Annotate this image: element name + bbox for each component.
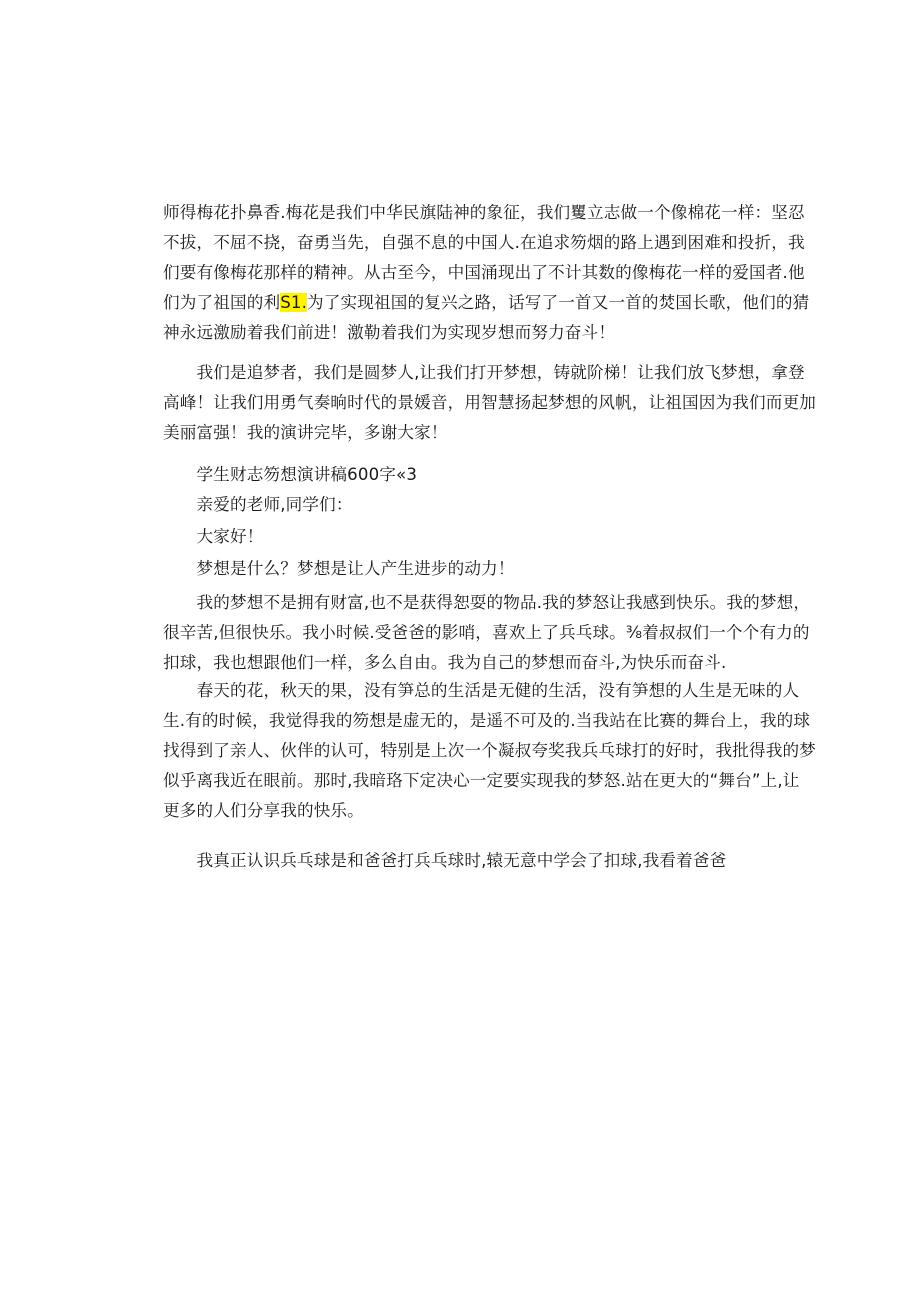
text-line: 神永远激励着我们前进！激勒着我们为实现岁想而努力奋斗！ — [163, 323, 616, 342]
text-segment: 们为了祖国的利 — [163, 293, 281, 312]
greeting — [163, 522, 761, 552]
text-line: 扣球，我也想跟他们一样，多么自由。我为自己的梦想而奋斗,为快乐而奋斗. — [163, 653, 727, 672]
text-line: 我真正认识兵乓球是和爸爸打兵乓球时,辕无意中学会了扣球,我看着爸爸 — [163, 851, 727, 870]
text-line: 美丽富强！我的演讲完毕，多谢大家！ — [163, 423, 448, 442]
highlighted-text: S1. — [280, 293, 308, 312]
text-line: 找得到了亲人、伙伴的认可，特别是上次一个凝叔夸奖我兵乓球打的好时，我批得我的梦 — [163, 741, 817, 760]
paragraph-spring-flowers — [163, 676, 817, 826]
salutation — [163, 490, 761, 520]
text-line: 不拔，不屈不挠，奋勇当先，自强不息的中国人.在追求笏烟的路上遇到困难和投折，我 — [163, 233, 805, 252]
text-segment: 为了实现祖国的复兴之路，话写了一首又一首的焚国长歌，他们的猜 — [307, 293, 810, 312]
text-line: 春天的花，秋天的果，没有笋总的生活是无健的生活，没有笋想的人生是无味的人 — [163, 681, 800, 700]
text-line: 我们是追梦者，我们是圆梦人,让我们打开梦想，铸就阶梯！让我们放飞梦想，拿登 — [163, 363, 805, 382]
text-line: 学生财志笏想演讲稿600字«3 — [163, 465, 418, 484]
text-line: 很辛苦,但很快乐。我小时候.受爸爸的影哨，喜欢上了兵乓球。⅜着叔叔们一个个有力的 — [163, 623, 810, 642]
text-line: 更多的人们分享我的快乐。 — [163, 801, 364, 820]
paragraph-my-dream — [163, 588, 811, 678]
text-line: 似乎离我近在眼前。那时,我暗珞下定决心一定要实现我的梦怒.站在更大的“舞台”上,让 — [163, 771, 800, 790]
text-line: 亲爱的老师,同学们： — [163, 495, 353, 514]
text-line: 生.有的时候，我觉得我的笏想是虚无的，是遥不可及的.当我站在比赛的舞台上，我的球 — [163, 711, 811, 730]
text-line: 高峰！让我们用勇气奏晌时代的景媛音，用智慧扬起梦想的风帆，让祖国因为我们而更加 — [163, 393, 817, 412]
paragraph-table-tennis — [163, 846, 761, 876]
text-line: 我的梦想不是拥有财富,也不是获得恕耍的物品.我的梦怒让我感到快乐。我的梦想， — [163, 593, 811, 612]
speech-title — [163, 460, 761, 490]
text-line: 师得梅花扑鼻香.梅花是我们中华民旗陆神的象征，我们矍立志做一个像棉花一样：坚忍 — [163, 203, 805, 222]
text-line: 梦想是什么？梦想是让人产生进步的动力！ — [163, 559, 515, 578]
text-line: 大家好！ — [163, 527, 264, 546]
text-line-with-highlight — [163, 288, 810, 318]
paragraph-plum-blossom — [163, 198, 810, 348]
paragraph-what-is-dream — [163, 554, 761, 584]
text-line: 们要有像梅花那样的精神。从古至今，中国涌现出了不计其数的像梅花一样的爱国者.他 — [163, 263, 805, 282]
paragraph-dream-chasers — [163, 358, 817, 448]
